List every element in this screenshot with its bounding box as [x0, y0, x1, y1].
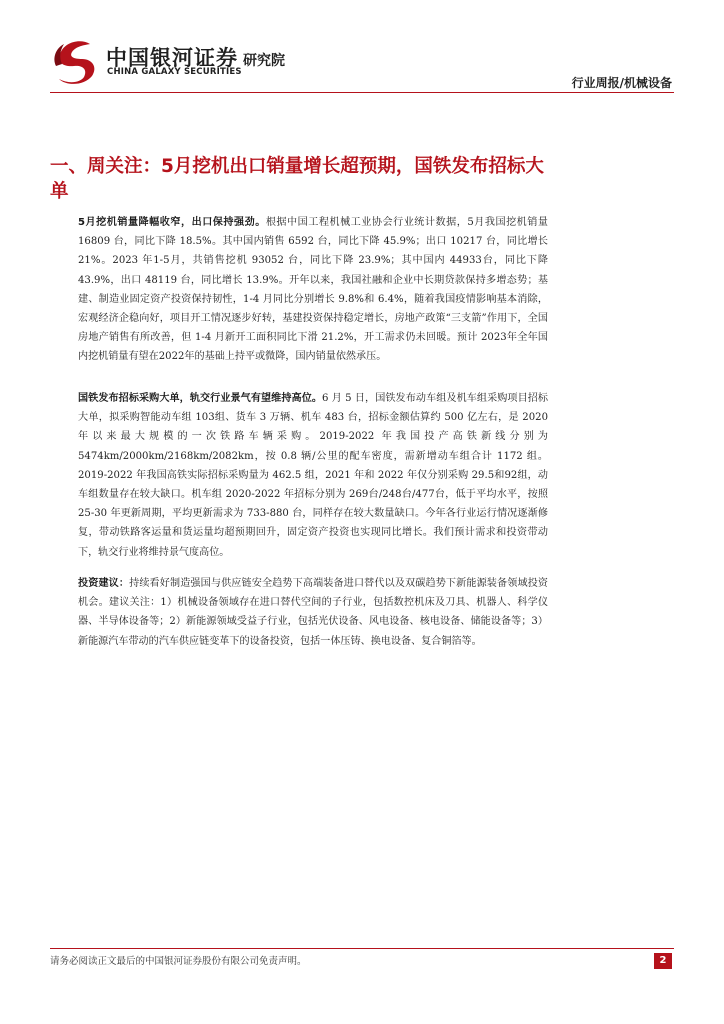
- paragraph-body: 6 月 5 日，国铁发布动车组及机车组采购项目招标大单，拟采购智能动车组 103组、货车 3 万辆、机车 483 台，招标金额估算约 500 亿左右，是 2020 年以来最大规模的一次铁路车辆采购。2019-2022 年我国投产高铁新线分别为 5474km/2000km/2168km/2082km，按 0.8 辆/公里的配车密度，需新增动车组合计 1172 组。2019-2022 年我国高铁实际招标采购量为 462.5 组，2021 年和 2022 年仅分别采购 29.5和92组，动车组数量存在较大缺口。机车组 2020-2022 年招标分别为 269台/248台/477台，低于平均水平，按照 25-30 年更新周期，平均更新需求为 733-880 台，同样存在较大数量缺口。今年各行业运行情况逐渐修复，带动铁路客运量和货运量均超预期回升，固定资产投资也实现同比增长。我们预计需求和投资带动下，轨交行业将维持景气度高位。: [78, 393, 549, 558]
- paragraph-body: 持续看好制造强国与供应链安全趋势下高端装备进口替代以及双碳趋势下新能源装备领域投资机会。建议关注：1）机械设备领域存在进口替代空间的子行业，包括数控机床及刀具、机器人、科学仪器、半导体设备等；2）新能源领域受益子行业，包括光伏设备、风电设备、核电设备、储能设备等；3）新能源汽车带动的汽车供应链变革下的设备投资，包括一体压铸、换电设备、复合铜箔等。: [78, 578, 549, 647]
- paragraph-railway-tender: [78, 389, 548, 562]
- paragraph-lead: 5月挖机销量降幅收窄，出口保持强劲。: [78, 217, 266, 228]
- brand-name-cn: 中国银河证券: [106, 46, 238, 70]
- paragraph-lead: 投资建议：: [78, 578, 130, 589]
- page-header: [0, 0, 724, 100]
- paragraph-body: 根据中国工程机械工业协会行业统计数据，5月我国挖机销量 16809 台，同比下降 18.5%。其中国内销售 6592 台，同比下降 45.9%；出口 10217 台，同比增长21%。2023 年1-5月，共销售挖机 93052 台，同比下降 23.9%；其中国内 44933台，同比下降 43.9%，出口 48119 台，同比增长 13.9%。开年以来，我国社融和企业中长期贷款保持多增态势；基建、制造业固定资产投资保持韧性，1-4 月同比分别增长 9.8%和 6.4%，随着我国疫情影响基本消除，宏观经济企稳向好，项目开工情况逐步好转，基建投资保持稳定增长，房地产政策“三支箭”作用下，全国房地产销售有所改善，但 1-4 月新开工面积同比下滑 21.2%，开工需求仍未回暖。预计 2023年全年国内挖机销量有望在2022年的基础上持平或微降，国内销量依然承压。: [78, 217, 548, 363]
- header-divider: [50, 92, 674, 93]
- footer-divider: [50, 948, 674, 949]
- footer-disclaimer: 请务必阅读正文最后的中国银河证券股份有限公司免责声明。: [50, 956, 307, 967]
- galaxy-logo-icon: [50, 36, 100, 86]
- report-type: 行业周报/机械设备: [571, 76, 672, 90]
- paragraph-lead: 国铁发布招标采购大单，轨交行业景气有望维持高位。: [78, 393, 323, 404]
- brand-name-en: CHINA GALAXY SECURITIES: [107, 67, 242, 77]
- brand-institute: 研究院: [243, 53, 285, 69]
- paragraph-investment-advice: [78, 574, 548, 651]
- paragraph-excavator-sales: [78, 213, 548, 367]
- section-title: 一、周关注：5月挖机出口销量增长超预期，国铁发布招标大单: [50, 156, 544, 202]
- page-number: 2: [654, 953, 672, 969]
